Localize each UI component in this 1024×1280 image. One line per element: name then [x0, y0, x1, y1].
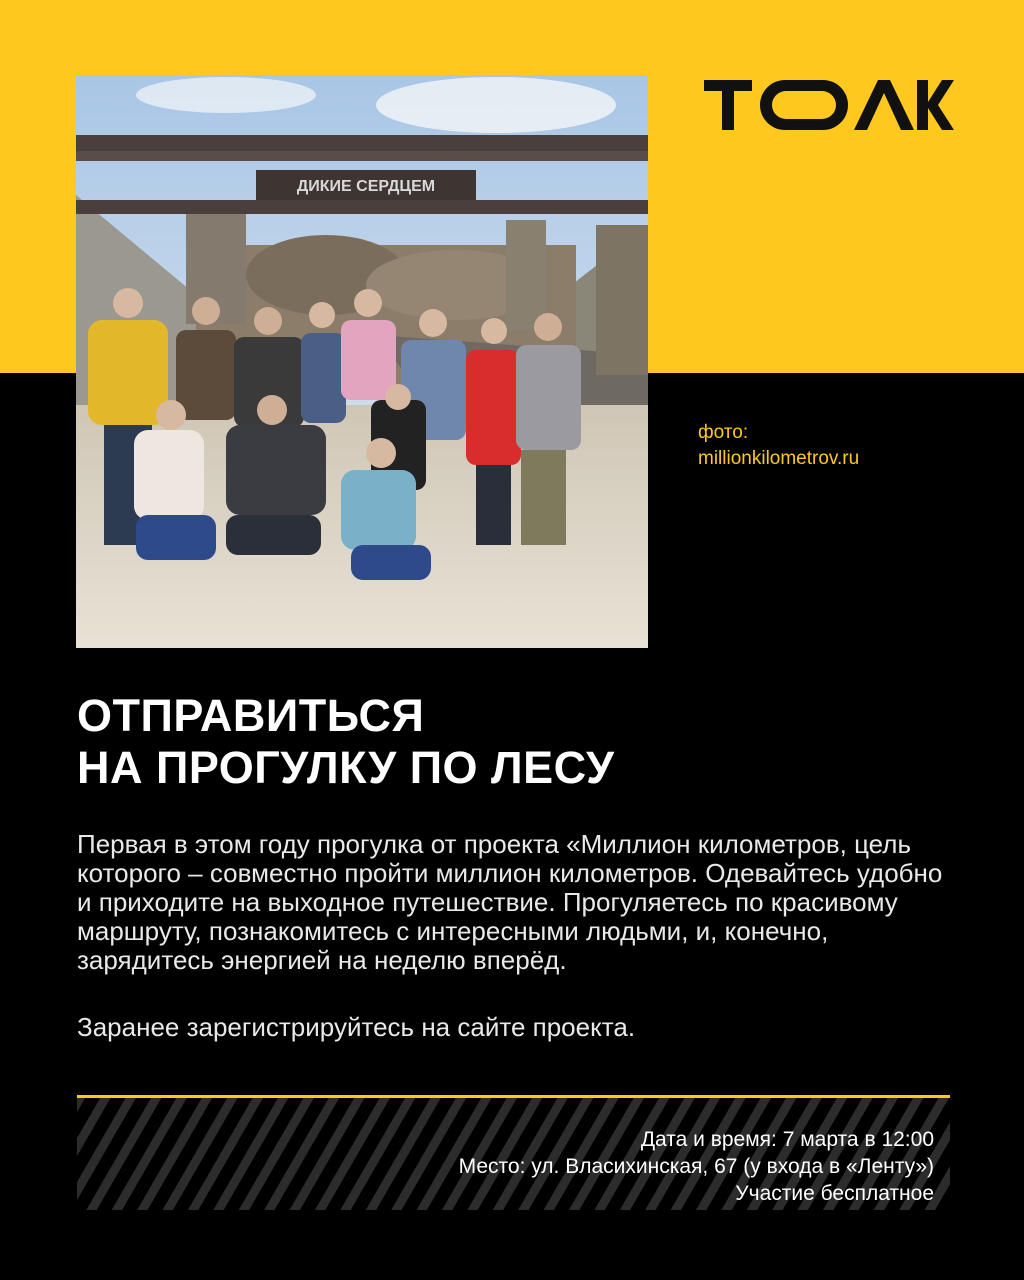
event-price: Участие бесплатное — [735, 1182, 934, 1205]
description-paragraph: Первая в этом году прогулка от проекта «Миллион километров, цель которого – совместно пройти миллион километров. Одевайтесь удобно и приходите на выходное путешествие. Прогуляетесь по красивому маршруту, познакомитесь с интересными людьми, и, конечно, зарядитесь энергией на неделю вперёд. — [77, 829, 943, 975]
registration-note: Заранее зарегистрируйтесь на сайте проекта. — [77, 1012, 636, 1042]
headline-line-2: НА ПРОГУЛКУ ПО ЛЕСУ — [77, 742, 615, 793]
photo-credit — [698, 420, 859, 472]
group-photo — [76, 75, 648, 648]
headline-line-1: ОТПРАВИТЬСЯ — [77, 690, 425, 741]
event-details — [459, 1126, 934, 1207]
headline — [77, 690, 615, 794]
tolk-logo — [704, 72, 954, 136]
event-datetime: Дата и время: 7 марта в 12:00 — [640, 1128, 934, 1151]
photo-credit-label: фото: — [698, 422, 749, 443]
photo-credit-source: millionkilometrov.ru — [698, 448, 860, 469]
bridge-sign: ДИКИЕ СЕРДЦЕМ — [296, 178, 436, 195]
event-info-block — [77, 1095, 950, 1210]
event-place: Место: ул. Власихинская, 67 (у входа в «Ленту») — [458, 1155, 934, 1178]
